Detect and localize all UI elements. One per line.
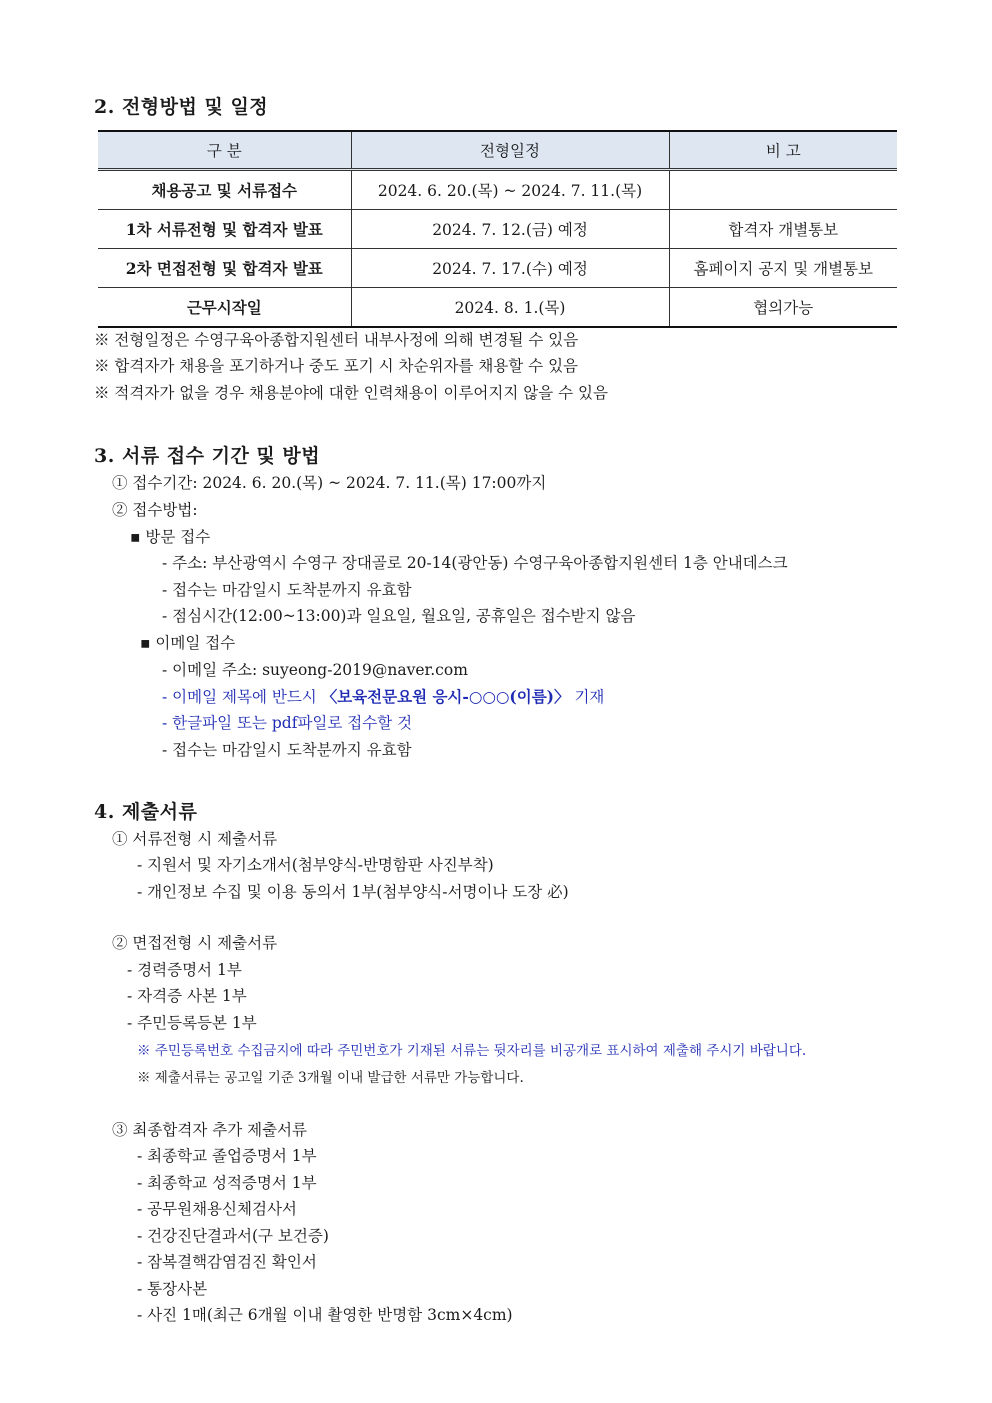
schedule-note: ※ 합격자가 채용을 포기하거나 중도 포기 시 차순위자를 채용할 수 있음 [94,357,579,375]
visit-item: - 점심시간(12:00~13:00)과 일요일, 월요일, 공휴일은 접수받지 않음 [162,607,636,625]
doc2-item: - 주민등록등본 1부 [127,1014,257,1032]
doc1-item: - 지원서 및 자기소개서(첨부양식-반명함판 사진부착) [137,856,494,874]
note-cell: 홈페이지 공지 및 개별통보 [669,249,897,288]
email-subject-format: 〈보육전문요원 응시-○○○(이름)〉 [321,687,570,706]
schedule-cell: 2024. 6. 20.(목) ~ 2024. 7. 11.(목) [351,170,669,210]
visit-item: - 접수는 마감일시 도착분까지 유효함 [162,581,412,599]
table-row [98,210,897,249]
doc3-item: - 최종학교 졸업증명서 1부 [137,1147,317,1165]
schedule-note: ※ 적격자가 없을 경우 채용분야에 대한 인력채용이 이루어지지 않을 수 있음 [94,384,608,402]
doc1-item: - 개인정보 수집 및 이용 동의서 1부(첨부양식-서명이나 도장 必) [137,883,569,901]
doc1-label: ① 서류전형 시 제출서류 [112,830,278,848]
email-label: ▪ 이메일 접수 [140,634,236,652]
email-subject-post: 기재 [569,688,605,706]
schedule-note: ※ 전형일정은 수영구육아종합지원센터 내부사정에 의해 변경될 수 있음 [94,331,579,349]
table-row [98,170,897,210]
doc2-item: - 경력증명서 1부 [127,961,242,979]
table-row [98,249,897,288]
schedule-cell: 2024. 7. 17.(수) 예정 [351,249,669,288]
schedule-table [98,130,897,328]
section-2-title: 2. 전형방법 및 일정 [94,96,269,118]
stage-cell: 2차 면접전형 및 합격자 발표 [98,249,351,288]
header-note: 비 고 [669,131,897,170]
application-method: ② 접수방법: [112,501,198,519]
doc3-item: - 공무원채용신체검사서 [137,1200,297,1218]
email-address: - 이메일 주소: suyeong-2019@naver.com [162,661,468,679]
doc2-privacy-note: ※ 주민등록번호 수집금지에 따라 주민번호가 기재된 서류는 뒷자리를 비공개로 표시하여 제출해 주시기 바랍니다. [137,1043,807,1059]
visit-label: ▪ 방문 접수 [130,528,211,546]
note-cell [669,170,897,210]
doc3-item: - 사진 1매(최근 6개월 이내 촬영한 반명함 3cm×4cm) [137,1306,513,1324]
section-3-title: 3. 서류 접수 기간 및 방법 [94,445,321,467]
doc2-label: ② 면접전형 시 제출서류 [112,934,278,952]
doc3-item: - 통장사본 [137,1280,208,1298]
table-header-row [98,131,897,170]
note-cell: 합격자 개별통보 [669,210,897,249]
doc3-item: - 건강진단결과서(구 보건증) [137,1227,329,1245]
schedule-cell: 2024. 7. 12.(금) 예정 [351,210,669,249]
stage-cell: 1차 서류전형 및 합격자 발표 [98,210,351,249]
table-row [98,288,897,328]
header-schedule: 전형일정 [351,131,669,170]
email-deadline: - 접수는 마감일시 도착분까지 유효함 [162,741,412,759]
note-cell: 협의가능 [669,288,897,328]
doc2-item: - 자격증 사본 1부 [127,987,247,1005]
doc2-validity-note: ※ 제출서류는 공고일 기준 3개월 이내 발급한 서류만 가능합니다. [137,1070,524,1086]
email-subject-pre: - 이메일 제목에 반드시 [162,688,322,706]
doc3-item: - 잠복결핵감염검진 확인서 [137,1253,317,1271]
visit-item: - 주소: 부산광역시 수영구 장대골로 20-14(광안동) 수영구육아종합지원센터 1층 안내데스크 [162,554,788,572]
application-period: ① 접수기간: 2024. 6. 20.(목) ~ 2024. 7. 11.(목) 17:00까지 [112,474,547,492]
doc3-label: ③ 최종합격자 추가 제출서류 [112,1121,307,1139]
section-4-title: 4. 제출서류 [94,801,198,823]
header-category: 구 분 [98,131,351,170]
email-subject [162,687,604,707]
stage-cell: 채용공고 및 서류접수 [98,170,351,210]
doc3-item: - 최종학교 성적증명서 1부 [137,1174,317,1192]
schedule-cell: 2024. 8. 1.(목) [351,288,669,328]
email-file-format: - 한글파일 또는 pdf파일로 접수할 것 [162,714,413,732]
stage-cell: 근무시작일 [98,288,351,328]
